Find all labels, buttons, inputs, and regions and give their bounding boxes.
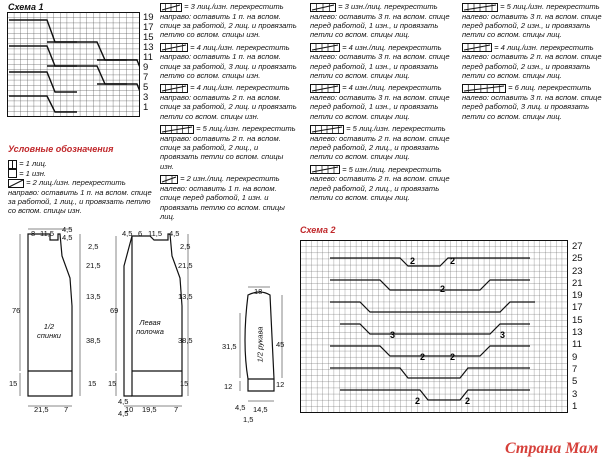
watermark: Страна Мам	[505, 440, 599, 457]
back-height-76: 76	[12, 306, 21, 315]
back-top-8: 8	[31, 229, 36, 238]
back-bottom-21-5: 21,5	[34, 405, 49, 414]
front-extra-4-5b: 4,5	[118, 409, 129, 418]
sleeve-top-18: 18	[254, 287, 263, 296]
legend-item: = 4 изн./лиц. перекрестить налево: оставить 3 п. на вспом. спице перед работой, 1 изн., и провязать петли со вспом. спицы лиц.	[310, 83, 450, 121]
scheme2-mark: 2	[420, 352, 426, 362]
scheme2-row-number: 1	[572, 400, 578, 412]
sleeve-right-45: 45	[276, 340, 285, 349]
scheme2-row-number: 7	[572, 363, 578, 375]
legend-item: = 4 изн./лиц. перекрестить налево: оставить 3 п. на вспом. спице перед работой, 1 изн., и провязать петли со вспом. спицы лиц.	[310, 42, 450, 81]
scheme2-title: Схема 2	[300, 225, 336, 235]
legend-column-4	[462, 2, 607, 124]
front-bottom-10: 10	[125, 405, 134, 414]
sleeve-bottom-14-5: 14,5	[253, 405, 268, 414]
front-height-15: 15	[108, 379, 117, 388]
cable-symbol-icon	[160, 125, 194, 134]
front-label: Левая полочка	[136, 318, 164, 336]
scheme2-row-number: 17	[572, 302, 583, 314]
scheme2-row-number: 21	[572, 277, 583, 289]
legend-column-3	[310, 2, 455, 206]
scheme2-row-number: 23	[572, 265, 583, 277]
scheme2-mark: 2	[440, 284, 446, 294]
scheme1-row-numbers	[143, 13, 159, 113]
scheme2-row-number: 25	[572, 253, 583, 265]
legend-item: = 5 лиц./изн. перекрестить направо: оставить 2 п. на вспом. спице за работой, 2 лиц., и провязать петли со вспом. спицы изн.	[160, 124, 296, 171]
scheme1-row-number: 11	[143, 52, 153, 63]
cable-symbol-icon	[310, 43, 340, 52]
back-height-15: 15	[9, 379, 18, 388]
front-top-11-5: 11,5	[148, 229, 163, 238]
scheme2-row-number: 15	[572, 314, 583, 326]
sleeve-bottom-1-5: 1,5	[243, 415, 254, 424]
sleeve-label: 1/2 рукава	[255, 326, 265, 363]
back-bottom-7: 7	[64, 405, 69, 414]
cable-symbol-icon	[160, 175, 178, 184]
legend-item-knit: = 1 лиц.	[8, 159, 158, 169]
scheme1-row-number: 7	[143, 72, 149, 83]
back-right-21-5: 21,5	[86, 261, 101, 270]
front-top-4-5b: 4,5	[169, 229, 180, 238]
legend-item: = 4 лиц./изн. перекрестить налево: оставить 2 п. на вспом. спице перед работой, 2 изн., и провязать петли со вспом. спицы лиц.	[462, 42, 602, 81]
scheme2-chart	[300, 240, 568, 414]
cable-symbol-icon	[310, 165, 340, 174]
back-top-4-5a: 4,5	[62, 225, 73, 234]
knit-symbol-icon	[8, 160, 17, 169]
scheme2-mark: 2	[465, 396, 471, 406]
scheme2-row-number: 5	[572, 376, 578, 388]
back-top-11-5: 11,5	[40, 229, 55, 238]
back-right-15: 15	[88, 379, 97, 388]
front-extra-4-5a: 4,5	[118, 397, 129, 406]
front-top-6: 6	[138, 229, 143, 238]
legend-item: = 2 изн./лиц. перекрестить налево: оставить 1 п. на вспом. спице перед работой, 1 изн. и провязать петлю со вспом. спицы лиц.	[160, 174, 285, 221]
scheme2-row-number: 19	[572, 290, 583, 302]
cable-symbol-icon	[160, 84, 188, 93]
front-bottom-7: 7	[174, 405, 179, 414]
front-right-13-5: 13,5	[178, 292, 193, 301]
legend-basic	[8, 159, 158, 216]
cable-symbol-icon	[310, 3, 336, 12]
cable-symbol-icon	[160, 3, 182, 12]
scheme1-row-number: 9	[143, 62, 149, 73]
cable-symbol-icon	[462, 43, 492, 52]
scheme1-row-number: 19	[143, 12, 154, 23]
scheme2-mark: 2	[450, 352, 456, 362]
front-right-2-5: 2,5	[180, 242, 191, 251]
front-top-4-5: 4,5	[122, 229, 133, 238]
scheme2-mark: 3	[500, 330, 506, 340]
legend-item: = 6 лиц. перекрестить налево: оставить 3 п. на вспом. спице перед работой, 3 лиц. и провязать петли со вспом. спицы лиц.	[462, 83, 602, 121]
back-right-13-5: 13,5	[86, 292, 101, 301]
scheme2-mark: 2	[410, 256, 416, 266]
sleeve-right-12: 12	[276, 380, 285, 389]
front-bottom-19-5: 19,5	[142, 405, 157, 414]
scheme1-row-number: 5	[143, 82, 149, 93]
cable-symbol-icon	[462, 3, 498, 12]
cross-2-symbol-icon	[8, 179, 24, 188]
legend-item-purl: = 1 изн.	[8, 169, 158, 179]
legend-item: = 4 лиц./изн. перекрестить направо: оставить 1 п. на вспом. спице за работой, 3 лиц. и провязать петлю со вспом. спицы изн.	[160, 42, 297, 81]
scheme1-row-number: 1	[143, 102, 149, 113]
scheme1-chart	[7, 12, 140, 118]
cable-symbol-icon	[310, 84, 340, 93]
front-right-21-5: 21,5	[178, 261, 193, 270]
scheme2-row-number: 11	[572, 339, 582, 351]
cable-symbol-icon	[160, 43, 188, 52]
scheme2-mark: 3	[390, 330, 396, 340]
scheme2-row-numbers	[572, 241, 592, 413]
purl-symbol-icon	[8, 169, 17, 178]
front-height-69: 69	[110, 306, 119, 315]
sleeve-bottom-4-5: 4,5	[235, 403, 246, 412]
back-right-2-5: 2,5	[88, 242, 99, 251]
scheme2-row-number: 27	[572, 241, 583, 252]
legend-item: = 5 лиц./изн. перекрестить налево: оставить 2 п. на вспом. спице перед работой, 2 лиц., и провязать петли со вспом. спицы лиц.	[310, 124, 450, 162]
front-right-38-5: 38,5	[178, 336, 193, 345]
front-right-15: 15	[180, 379, 189, 388]
legend-item: = 3 изн./лиц. перекрестить налево: оставить 3 п. на вспом. спице перед работой, 1 изн., и провязать петли со вспом. спицы лиц.	[310, 2, 450, 40]
cable-symbol-icon	[310, 125, 344, 134]
legend-title: Условные обозначения	[8, 144, 114, 154]
back-label: 1/2 спинки	[37, 322, 61, 340]
scheme1-row-number: 17	[143, 22, 154, 33]
scheme1-title: Схема 1	[8, 2, 44, 12]
scheme2-mark: 2	[450, 256, 456, 266]
scheme1-row-number: 15	[143, 32, 154, 43]
back-right-38-5: 38,5	[86, 336, 101, 345]
sleeve-left-12: 12	[224, 382, 233, 391]
legend-item: = 5 лиц./изн. перекрестить налево: оставить 3 п. на вспом. спице перед работой, 2 изн., и провязать петли со вспом. спицы лиц.	[462, 2, 602, 40]
scheme2-row-number: 3	[572, 388, 578, 400]
legend-item: = 5 изн./лиц. перекрестить налево: оставить 2 п. на вспом. спице перед работой, 2 лиц., и провязать петли со вспом. спицы лиц.	[310, 164, 450, 203]
legend-item: = 3 лиц./изн. перекрестить направо: оставить 1 п. на вспом. спице за работой, 2 лиц. и провязать петлю со вспом. спицы изн.	[160, 2, 297, 40]
scheme2-mark: 2	[415, 396, 421, 406]
back-top-4-5b: 4,5	[62, 233, 73, 242]
sleeve-left-31-5: 31,5	[222, 342, 237, 351]
scheme2-row-number: 9	[572, 351, 578, 363]
scheme1-row-number: 3	[143, 92, 149, 103]
scheme1-row-number: 13	[143, 42, 154, 53]
legend-column-2	[160, 2, 297, 224]
legend-item: = 4 лиц./изн. перекрестить направо: оставить 2 п. на вспом. спице за работой, 2 лиц. и провязать петли со вспом. спицы изн.	[160, 83, 297, 121]
cable-symbol-icon	[462, 84, 506, 93]
scheme2-row-number: 13	[572, 327, 583, 339]
legend-item-cross-2: = 2 лиц./изн. перекрестить направо: оставить 1 п. на вспом. спице за работой, 1 лиц., и провязать петлю со вспом. спицы изн.	[8, 178, 152, 216]
